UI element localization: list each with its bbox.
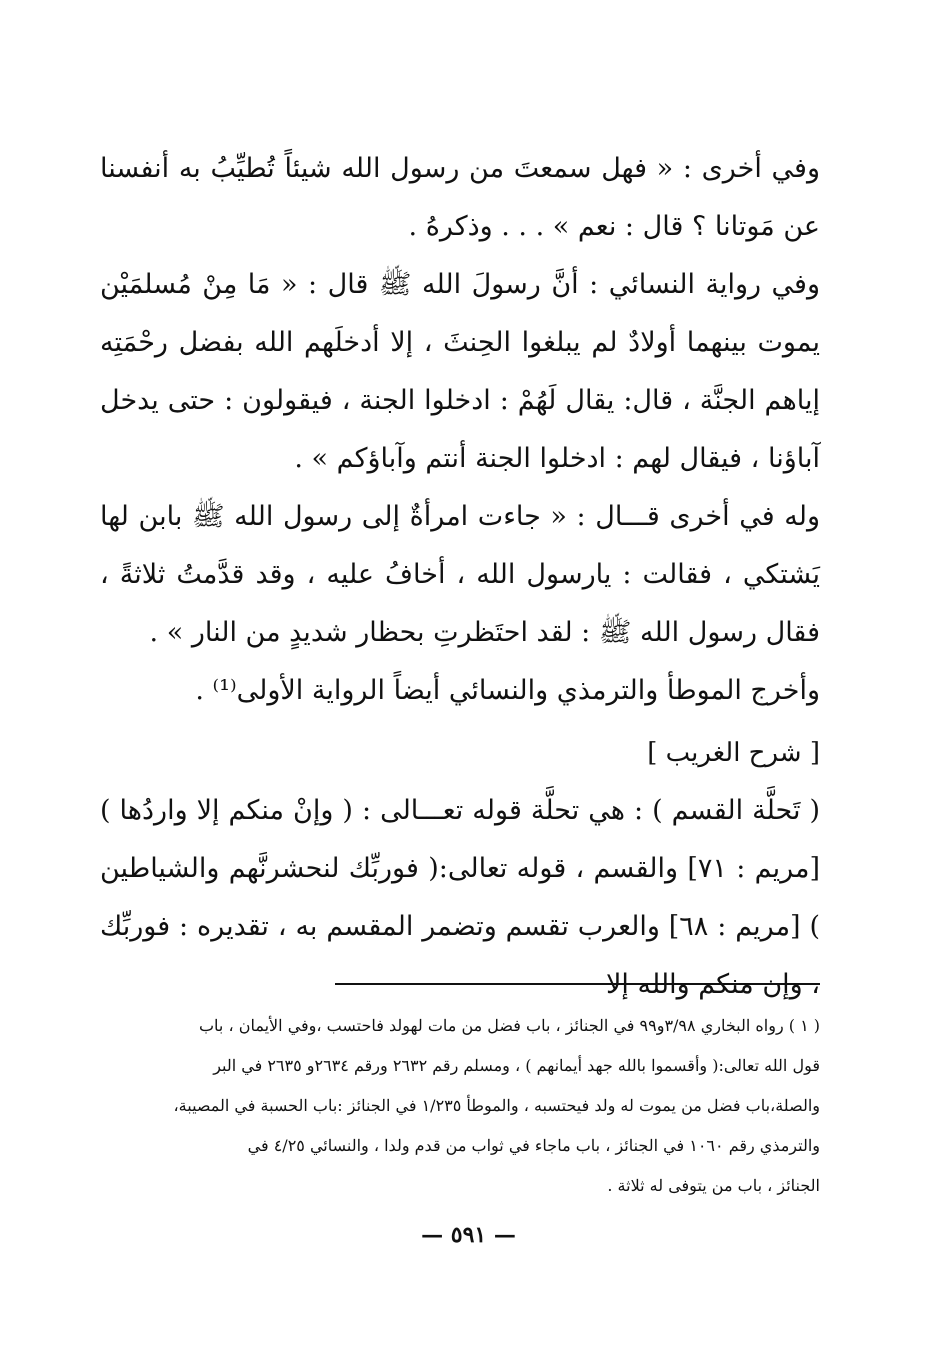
footnote-divider (335, 983, 820, 985)
paragraph-3: وله في أخرى قـــال : « جاءت امرأةٌ إلى رسول الله ﷺ بابن لها يَشتكي ، فقالت : يارسول الله ، أخافُ عليه ، وقد قدَّمتُ ثلاثةً ، فقال رسول الله ﷺ : لقد احتَظرتِ بحظار شديدٍ من النار » . (100, 501, 820, 648)
footnote-line: قول الله تعالى:( وأقسموا بالله جهد أيمانهم ) ، ومسلم رقم ٢٦٣٢ ورقم ٢٦٣٤و ٢٦٣٥ في البر (213, 1056, 820, 1075)
footnotes-block (100, 1006, 820, 1206)
section-heading: [ شرح الغريب ] (647, 738, 820, 768)
paragraph-2: وفي رواية النسائي : أنَّ رسولَ الله ﷺ قال : « مَا مِنْ مُسلمَيْن يموت بينهما أولادٌ لم يبلغوا الحِنثَ ، إلا أدخلَهم الله بفضل رحْمَتِه إياهم الجنَّة ، قال: يقال لَهُمْ : ادخلوا الجنة ، فيقولون : حتى يدخل آباؤنا ، فيقال لهم : ادخلوا الجنة أنتم وآباؤكم » . (100, 269, 820, 474)
footnote-line: ( ١ ) رواه البخاري ٣/٩٨و٩٩ في الجنائز ، باب فضل من مات لهولد فاحتسب ،وفي الأيمان ، باب (198, 1016, 820, 1035)
paragraph-4: وأخرج الموطأ والترمذي والنسائي أيضاً الرواية الأولى⁽¹⁾ . (195, 675, 820, 706)
footnote-line: الجنائز ، باب من يتوفى له ثلاثة . (607, 1176, 820, 1195)
page-number: — ٥٩١ — (421, 1222, 516, 1248)
footnote-line: والترمذي رقم ١٠٦٠ في الجنائز ، باب ماجاء في ثواب من قدم ولدا ، والنسائي ٤/٢٥ في (247, 1136, 820, 1155)
main-text-block (100, 140, 820, 1014)
footnote-line: والصلة،باب فضل من يموت له ولد فيحتسبه ، والموطأ ١/٢٣٥ في الجنائز :باب الحسبة في المصيبة، (173, 1096, 820, 1115)
paragraph-1: وفي أخرى : « فهل سمعتَ من رسول الله شيئاً تُطيِّبُ به أنفسنا عن مَوتانا ؟ قال : نعم » . . . وذكرهُ . (100, 153, 820, 242)
sharh-paragraph: ( تَحلَّة القسم ) : هي تحلَّة قوله تعـــالى : ( وإنْ منكم إلا واردُها ) [مريم : ٧١] والقسم ، قوله تعالى:( فوربِّك لنحشرنَّهم والشياطين ) [مريم : ٦٨] والعرب تقسم وتضمر المقسم به ، تقديره : فوربِّك ، وإن منكم والله إلا (100, 795, 821, 1000)
